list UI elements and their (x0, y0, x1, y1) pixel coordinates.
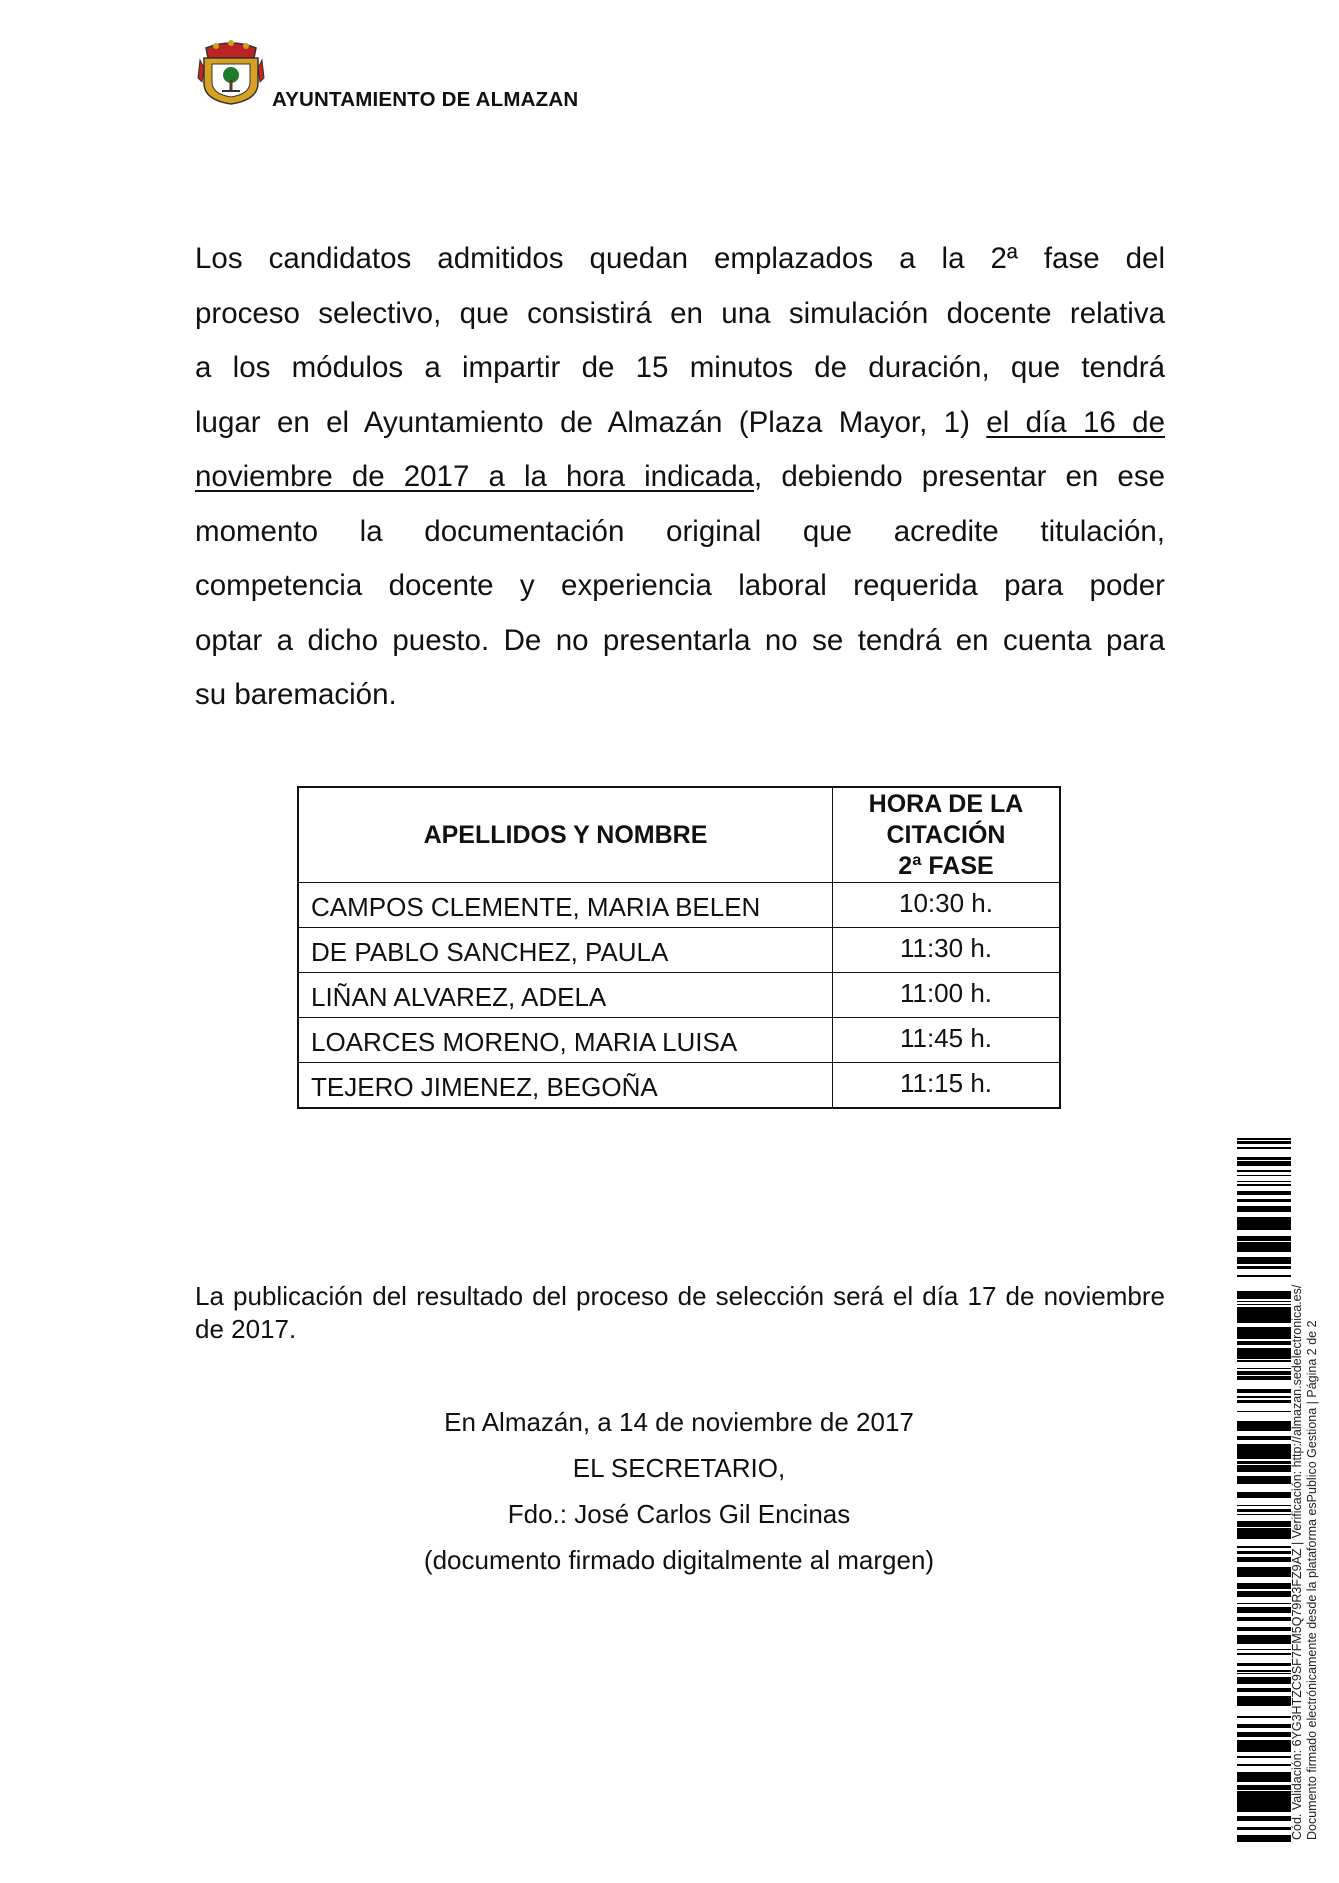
header-time-line: 2ª FASE (898, 851, 994, 880)
underlined-date: el día 16 de (986, 405, 1165, 439)
citation-time: 11:45 h. (833, 1018, 1061, 1063)
body-line: Los candidatos admitidos quedan emplazados a la 2ª fase del (195, 242, 1165, 275)
signature-block (300, 1399, 1058, 1583)
table-row (298, 973, 1060, 1018)
publication-note: La publicación del resultado del proceso de selección será el día 17 de noviembre de 2017. (195, 1281, 1165, 1344)
verification-margin (1290, 1120, 1320, 1840)
signer-role: EL SECRETARIO, (572, 1453, 786, 1483)
body-line (195, 450, 1165, 505)
verification-line: Documento firmado electrónicamente desde la plataforma esPublico Gestiona | Página 2 de 2 (1305, 1320, 1319, 1840)
citation-time: 11:15 h. (833, 1063, 1061, 1109)
barcode-icon (1237, 1138, 1291, 1843)
body-line-text: lugar en el Ayuntamiento de Almazán (Plaza Mayor, 1) (195, 405, 987, 439)
candidate-name: DE PABLO SANCHEZ, PAULA (298, 928, 833, 973)
citation-time: 11:30 h. (833, 928, 1061, 973)
underlined-date: noviembre de 2017 a la hora indicada (195, 460, 755, 493)
candidate-name: LOARCES MORENO, MARIA LUISA (298, 1018, 833, 1063)
body-line: momento la documentación original que acredite titulación, (195, 514, 1165, 548)
citation-table (297, 786, 1061, 1109)
body-line: a los módulos a impartir de 15 minutos de duración, que tendrá (195, 351, 1165, 384)
table-row (298, 1018, 1060, 1063)
header-time (833, 787, 1061, 883)
place-date: En Almazán, a 14 de noviembre de 2017 (444, 1407, 914, 1437)
table-row (298, 928, 1060, 973)
body-line: competencia docente y experiencia laboral requerida para poder (195, 569, 1165, 602)
header-time-line: CITACIÓN (886, 820, 1006, 849)
header-time-line: HORA DE LA (868, 789, 1024, 818)
citation-time: 11:00 h. (833, 973, 1061, 1018)
table-row (298, 1063, 1060, 1109)
org-name: AYUNTAMIENTO DE ALMAZAN (272, 88, 579, 111)
verification-line: Cód. Validación: 6YG3HTZC9SF7FM5Q79R3FZ9AZ | Verificación: http://almazan.sedelectronica.es/ (1290, 1284, 1304, 1840)
citation-time: 10:30 h. (833, 883, 1061, 928)
candidate-name: CAMPOS CLEMENTE, MARIA BELEN (298, 883, 833, 928)
header-name: APELLIDOS Y NOMBRE (298, 787, 833, 883)
body-line: optar a dicho puesto. De no presentarla no se tendrá en cuenta para (195, 623, 1165, 657)
signer-name: Fdo.: José Carlos Gil Encinas (507, 1499, 851, 1529)
candidate-name: LIÑAN ALVAREZ, ADELA (298, 973, 833, 1018)
table-row (298, 883, 1060, 928)
coat-of-arms-icon (196, 38, 266, 106)
body-line-text: , debiendo presentar en ese (754, 460, 1165, 493)
body-line: su baremación. (195, 678, 397, 711)
candidate-name: TEJERO JIMENEZ, BEGOÑA (298, 1063, 833, 1109)
body-paragraph (195, 232, 1165, 723)
body-line (195, 396, 1165, 451)
signature-note: (documento firmado digitalmente al margen) (423, 1545, 935, 1575)
body-line: proceso selectivo, que consistirá en una simulación docente relativa (195, 296, 1165, 330)
